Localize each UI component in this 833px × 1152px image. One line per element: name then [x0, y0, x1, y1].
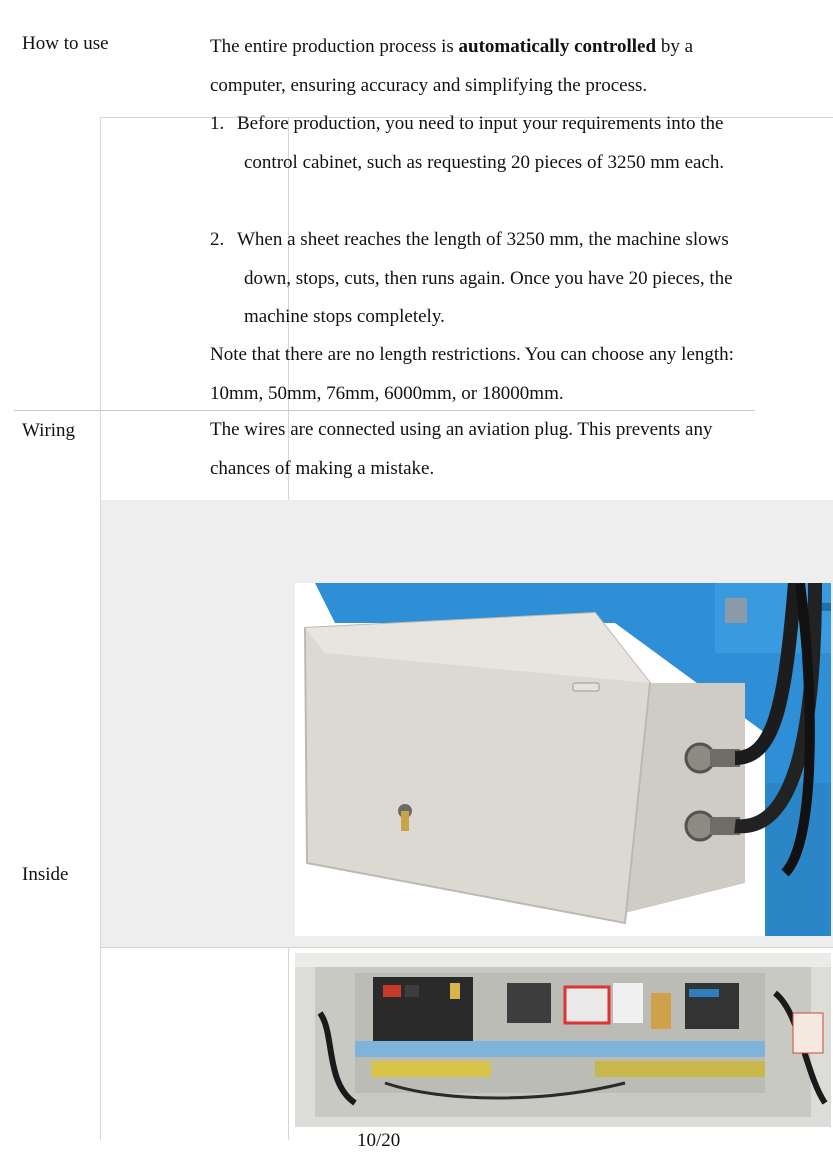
row-label-wiring: Wiring: [22, 420, 76, 441]
page-number: 10/20: [357, 1130, 401, 1151]
intro-text-end: by a computer, ensuring accuracy and simplifying the process.: [210, 36, 693, 96]
step-text: When a sheet reaches the length of 3250 mm, the machine slows down, stops, cuts, then runs again. Once you have 20 pieces, the machine stops completely.: [237, 229, 733, 327]
row-label-inside: Inside: [22, 864, 69, 885]
row-label-how-to-use: How to use: [22, 33, 109, 54]
step-number: 1.: [210, 113, 225, 134]
intro-text-bold: automatically controlled: [458, 36, 657, 57]
step-text: Before production, you need to input your requirements into the control cabinet, such as requesting 20 pieces of 3250 mm each.: [237, 113, 725, 173]
step-list-item-2: [210, 221, 750, 337]
row-divider-inside: [100, 947, 833, 948]
wiring-paragraph: The wires are connected using an aviation plug. This prevents any chances of making a mistake.: [210, 419, 713, 479]
step-list-item-1: [210, 105, 730, 182]
control-cabinet-photo: [295, 583, 831, 936]
step-number: 2.: [210, 229, 225, 250]
note-paragraph: Note that there are no length restrictions. You can choose any length: 10mm, 50mm, 76mm, 6000mm, or 18000mm.: [210, 344, 734, 404]
cabinet-interior-photo: [295, 953, 831, 1127]
intro-paragraph: [210, 28, 755, 105]
intro-text-start: The entire production process is: [210, 36, 459, 57]
